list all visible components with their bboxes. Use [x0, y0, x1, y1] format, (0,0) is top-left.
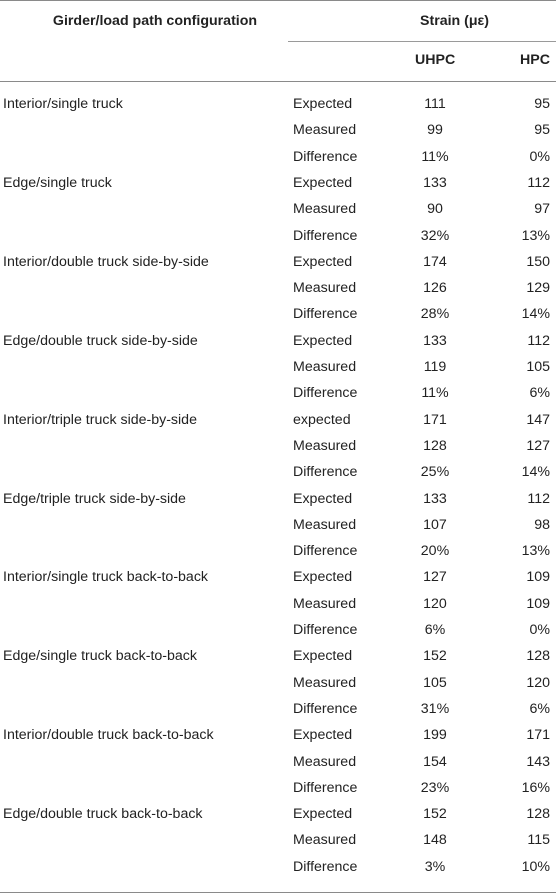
- hpc-cell: 98: [534, 516, 550, 533]
- uhpc-cell: 20%: [420, 543, 450, 560]
- table-row: [0, 91, 556, 117]
- table-row: [0, 144, 556, 170]
- uhpc-cell: 99: [427, 122, 443, 139]
- table-row: [0, 670, 556, 696]
- table-row: [0, 643, 556, 669]
- hpc-cell: 143: [526, 753, 550, 770]
- measure-cell: Expected: [293, 174, 353, 191]
- config-cell: Interior/double truck side-by-side: [3, 253, 209, 270]
- measure-cell: Difference: [293, 543, 358, 560]
- table-row: [0, 196, 556, 222]
- hpc-cell: 109: [526, 595, 550, 612]
- measure-cell: Expected: [293, 806, 353, 823]
- table-row: [0, 223, 556, 249]
- table-row: [0, 249, 556, 275]
- table-row: [0, 486, 556, 512]
- config-cell: Interior/single truck back-to-back: [3, 569, 209, 586]
- table-row: [0, 749, 556, 775]
- uhpc-cell: 126: [423, 280, 447, 297]
- table-row: [0, 301, 556, 327]
- table-row: [0, 275, 556, 301]
- uhpc-cell: 25%: [420, 464, 450, 481]
- hpc-cell: 97: [534, 201, 550, 218]
- measure-cell: Expected: [293, 727, 353, 744]
- hpc-cell: 147: [526, 411, 550, 428]
- hpc-cell: 95: [534, 96, 550, 112]
- table-row: [0, 380, 556, 406]
- table-row: [0, 722, 556, 748]
- hpc-cell: 0%: [529, 622, 550, 638]
- uhpc-cell: 111: [424, 96, 446, 112]
- hpc-cell: 120: [526, 674, 550, 691]
- uhpc-cell: 171: [423, 411, 447, 428]
- table-bottom-rule: [0, 892, 556, 893]
- measure-cell: Measured: [293, 280, 357, 297]
- uhpc-cell: 11%: [421, 385, 449, 402]
- uhpc-cell: 32%: [420, 227, 450, 244]
- table-row: [0, 696, 556, 722]
- hpc-cell: 0%: [529, 148, 550, 165]
- hpc-cell: 13%: [521, 543, 550, 560]
- uhpc-cell: 133: [423, 490, 447, 507]
- hpc-cell: 115: [527, 832, 550, 849]
- measure-cell: Difference: [293, 779, 358, 796]
- hpc-cell: 16%: [521, 779, 550, 796]
- uhpc-cell: 133: [423, 174, 447, 191]
- table-row: [0, 407, 556, 433]
- header-uhpc: UHPC: [415, 52, 456, 68]
- table-row: [0, 564, 556, 590]
- hpc-cell: 129: [526, 280, 550, 297]
- uhpc-cell: 105: [423, 674, 447, 691]
- config-cell: Edge/double truck side-by-side: [3, 332, 198, 349]
- hpc-cell: 112: [527, 332, 550, 349]
- hpc-cell: 127: [526, 437, 550, 454]
- table-row: [0, 801, 556, 827]
- hpc-cell: 128: [526, 648, 550, 665]
- hpc-cell: 128: [526, 806, 550, 823]
- measure-cell: Expected: [293, 490, 353, 507]
- measure-cell: Measured: [293, 122, 357, 139]
- uhpc-cell: 28%: [420, 306, 450, 323]
- measure-cell: Measured: [293, 201, 357, 218]
- table-row: [0, 591, 556, 617]
- measure-cell: Expected: [293, 253, 353, 270]
- uhpc-cell: 127: [423, 569, 447, 586]
- config-cell: Interior/single truck: [3, 96, 123, 112]
- table-row: [0, 328, 556, 354]
- hpc-cell: 171: [526, 727, 550, 744]
- table-row: [0, 827, 556, 853]
- table-row: [0, 775, 556, 801]
- measure-cell: Difference: [293, 148, 358, 165]
- measure-cell: Measured: [293, 674, 357, 691]
- uhpc-cell: 133: [423, 332, 447, 349]
- config-cell: Edge/single truck back-to-back: [3, 648, 197, 665]
- measure-cell: Difference: [293, 464, 358, 481]
- hpc-cell: 13%: [521, 227, 550, 244]
- measure-cell: Difference: [293, 622, 358, 638]
- uhpc-cell: 23%: [420, 779, 450, 796]
- config-cell: Edge/triple truck side-by-side: [3, 490, 186, 507]
- measure-cell: Expected: [293, 96, 353, 112]
- measure-cell: Measured: [293, 359, 357, 375]
- hpc-cell: 112: [527, 490, 550, 507]
- measure-cell: Difference: [293, 700, 358, 717]
- table-row: [0, 459, 556, 485]
- measure-cell: Difference: [293, 227, 358, 244]
- measure-cell: Measured: [293, 437, 357, 454]
- hpc-cell: 95: [534, 122, 550, 139]
- hpc-cell: 105: [526, 359, 550, 375]
- header-span-rule: [288, 41, 556, 42]
- hpc-cell: 6%: [529, 700, 550, 717]
- uhpc-cell: 128: [423, 437, 447, 454]
- measure-cell: Expected: [293, 648, 353, 665]
- uhpc-cell: 31%: [420, 700, 450, 717]
- hpc-cell: 6%: [529, 385, 550, 402]
- uhpc-cell: 148: [423, 832, 447, 849]
- uhpc-cell: 199: [423, 727, 447, 744]
- uhpc-cell: 120: [423, 595, 447, 612]
- header-strain: Strain (με): [420, 13, 490, 29]
- measure-cell: Measured: [293, 753, 357, 770]
- uhpc-cell: 107: [423, 516, 447, 533]
- config-cell: Edge/double truck back-to-back: [3, 806, 203, 823]
- measure-cell: Difference: [293, 385, 358, 402]
- table-row: [0, 512, 556, 538]
- hpc-cell: 10%: [521, 858, 550, 875]
- uhpc-cell: 90: [427, 201, 443, 218]
- hpc-cell: 150: [526, 253, 550, 270]
- config-cell: Interior/triple truck side-by-side: [3, 411, 197, 428]
- measure-cell: Expected: [293, 569, 353, 586]
- config-cell: Interior/double truck back-to-back: [3, 727, 214, 744]
- measure-cell: expected: [293, 411, 351, 428]
- table-row: [0, 854, 556, 880]
- table-top-rule: [0, 0, 556, 1]
- measure-cell: Measured: [293, 595, 357, 612]
- header-bottom-rule: [0, 81, 556, 82]
- config-cell: Edge/single truck: [3, 174, 112, 191]
- measure-cell: Measured: [293, 516, 357, 533]
- header-config: Girder/load path configuration: [52, 13, 258, 29]
- measure-cell: Difference: [293, 858, 358, 875]
- measure-cell: Measured: [293, 832, 357, 849]
- uhpc-cell: 3%: [424, 858, 446, 875]
- uhpc-cell: 152: [423, 648, 447, 665]
- table-row: [0, 617, 556, 643]
- measure-cell: Expected: [293, 332, 353, 349]
- table-row: [0, 354, 556, 380]
- uhpc-cell: 154: [423, 753, 447, 770]
- uhpc-cell: 11%: [421, 148, 449, 165]
- uhpc-cell: 174: [423, 253, 447, 270]
- measure-cell: Difference: [293, 306, 358, 323]
- uhpc-cell: 152: [423, 806, 447, 823]
- table-row: [0, 117, 556, 143]
- hpc-cell: 109: [526, 569, 550, 586]
- table-row: [0, 538, 556, 564]
- header-hpc: HPC: [520, 52, 550, 68]
- table-row: [0, 433, 556, 459]
- table-row: [0, 170, 556, 196]
- hpc-cell: 112: [527, 174, 550, 191]
- uhpc-cell: 6%: [424, 622, 446, 638]
- uhpc-cell: 119: [423, 359, 447, 375]
- hpc-cell: 14%: [521, 306, 550, 323]
- hpc-cell: 14%: [521, 464, 550, 481]
